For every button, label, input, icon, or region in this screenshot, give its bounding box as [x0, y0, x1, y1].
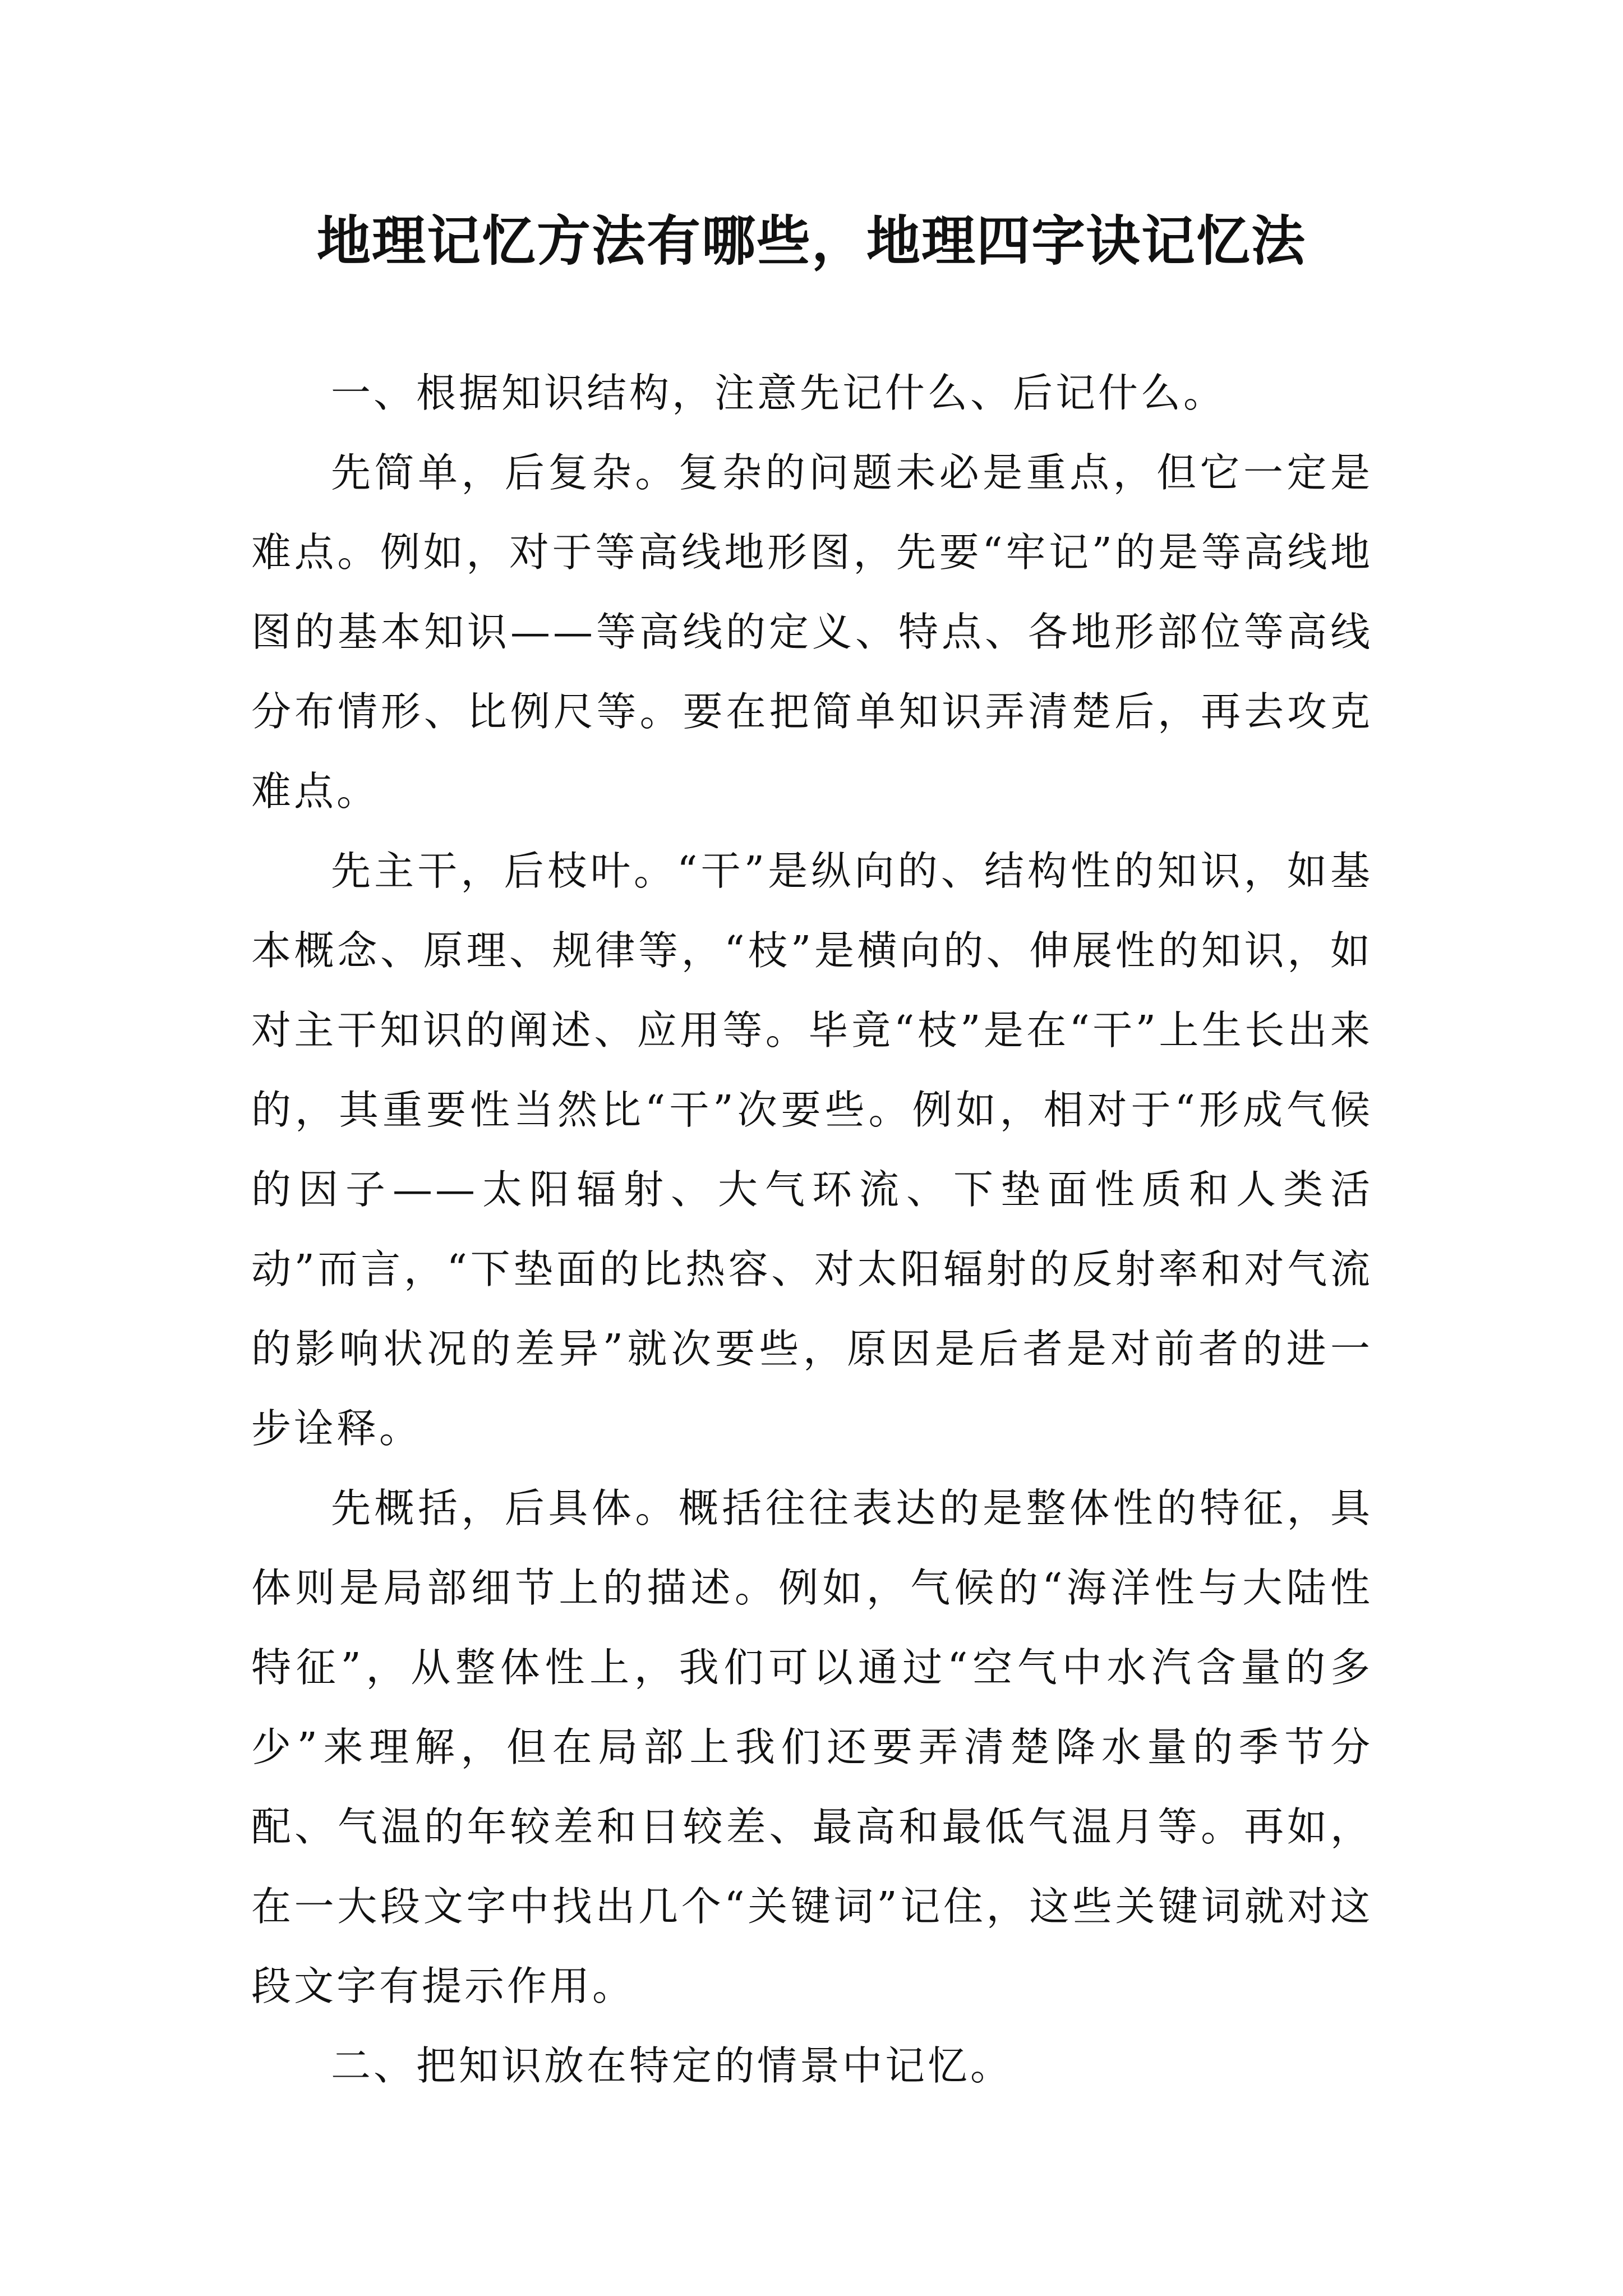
document-title: 地理记忆方法有哪些，地理四字诀记忆法	[317, 209, 1306, 273]
section-heading-1: 一、根据知识结构，注意先记什么、后记什么。	[331, 370, 1227, 416]
document-body	[251, 353, 1373, 2106]
section-heading-2: 二、把知识放在特定的情景中记忆。	[331, 2042, 1013, 2089]
paragraph-simple-then-complex: 先简单，后复杂。复杂的问题未必是重点，但它一定是难点。例如，对于等高线地形图，先要“牢记”的是等高线地图的基本知识——等高线的定义、特点、各地形部位等高线分布情形、比例尺等。要在把简单知识弄清楚后，再去攻克难点。	[251, 449, 1373, 815]
paragraph-general-then-specific: 先概括，后具体。概括往往表达的是整体性的特征，具体则是局部细节上的描述。例如，气候的“海洋性与大陆性特征”，从整体性上，我们可以通过“空气中水汽含量的多少”来理解，但在局部上我们还要弄清楚降水量的季节分配、气温的年较差和日较差、最高和最低气温月等。再如，在一大段文字中找出几个“关键词”记住，这些关键词就对这段文字有提示作用。	[251, 1485, 1373, 2009]
paragraph-trunk-then-branches: 先主干，后枝叶。“干”是纵向的、结构性的知识，如基本概念、原理、规律等，“枝”是横向的、伸展性的知识，如对主干知识的阐述、应用等。毕竟“枝”是在“干”上生长出来的，其重要性当然比“干”次要些。例如，相对于“形成气候的因子——太阳辐射、大气环流、下垫面性质和人类活动”而言，“下垫面的比热容、对太阳辐射的反射率和对气流的影响状况的差异”就次要些，原因是后者是对前者的进一步诠释。	[251, 848, 1373, 1452]
